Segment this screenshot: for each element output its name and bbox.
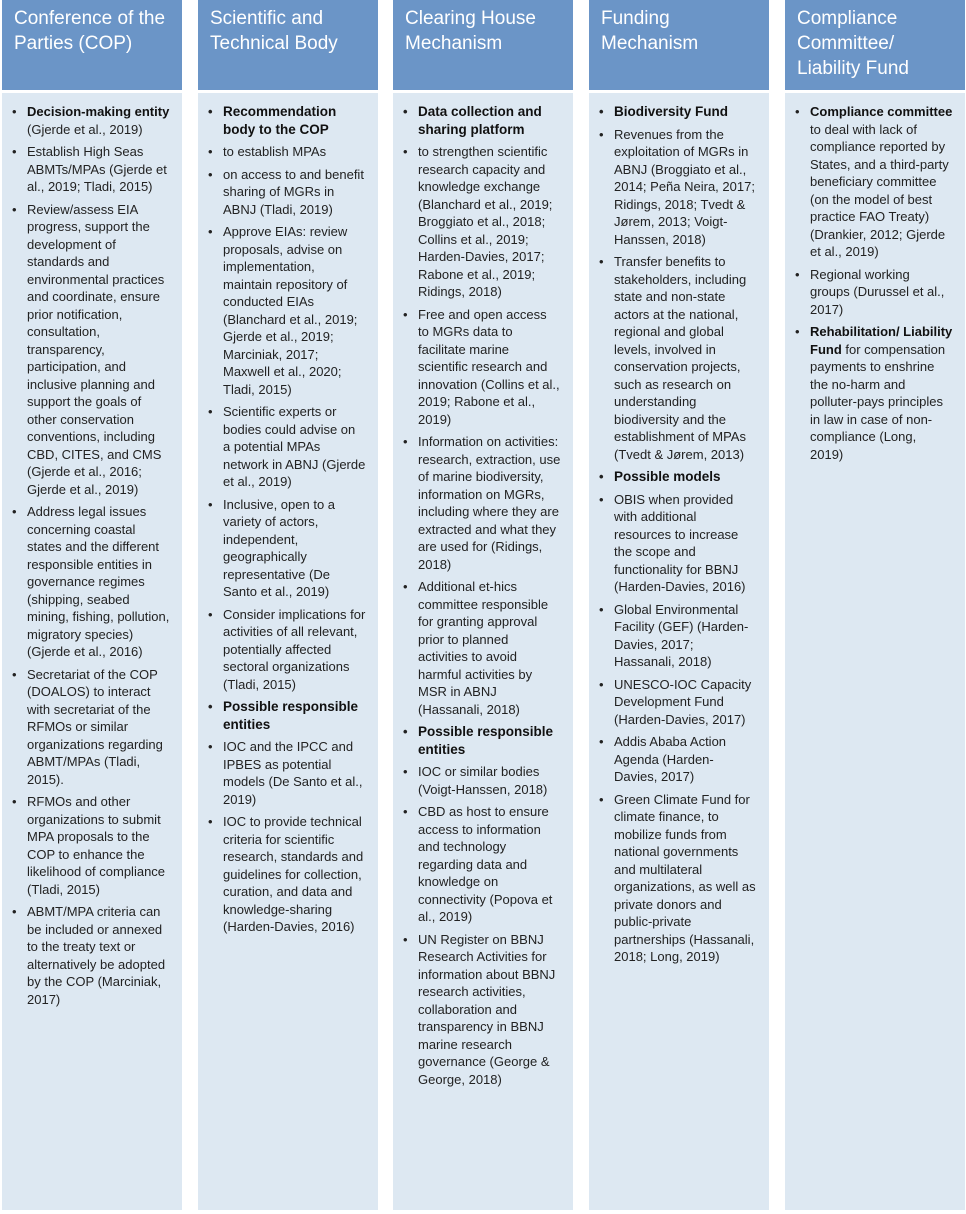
column-body xyxy=(785,93,965,1210)
list-item-body: ABMT/MPA criteria can be included or annexed to the treaty text or alternatively be adopted by the COP (Marciniak, 2017) xyxy=(27,904,166,1007)
list-item xyxy=(599,791,757,966)
column-clearing-house xyxy=(393,0,573,1210)
list-item-text xyxy=(418,724,553,757)
list-item xyxy=(208,223,366,398)
list-item-text xyxy=(810,324,952,462)
list-item-text xyxy=(614,492,746,595)
column-header: Conference of the Parties (COP) xyxy=(2,0,182,90)
list-item-body: Address legal issues concerning coastal states and the different responsible entities in governance regimes (shipping, seabed mining, fishing, pollution, migratory species) (Gjerde et al., 2016) xyxy=(27,504,170,659)
list-item-text xyxy=(27,144,167,194)
list-item-body: Addis Ababa Action Agenda (Harden-Davies, 2017) xyxy=(614,734,727,784)
list-item-heading: Data collection and sharing platform xyxy=(418,104,542,137)
column-header: Scientific and Technical Body xyxy=(198,0,378,90)
list-item xyxy=(403,723,561,758)
column-funding-mechanism xyxy=(589,0,769,1210)
column-header: Compliance Committee/ Liability Fund xyxy=(785,0,965,90)
list-item-text xyxy=(614,734,726,784)
list-item xyxy=(208,166,366,219)
list-item-text xyxy=(27,794,165,897)
list-item-text xyxy=(223,144,326,159)
list-item-heading: Rehabilitation/ Liability Fund xyxy=(810,324,953,357)
list-item-body: to establish MPAs xyxy=(223,144,327,159)
list-item-body: CBD as host to ensure access to information and technology regarding data and knowledge on connectivity (Popova et al., 2019) xyxy=(418,804,553,924)
list-item xyxy=(208,143,366,161)
list-item-body: IOC and the IPCC and IPBES as potential models (De Santo et al., 2019) xyxy=(223,739,363,807)
list-item-text xyxy=(223,607,365,692)
column-body xyxy=(2,93,182,1210)
list-item xyxy=(599,126,757,249)
list-item xyxy=(12,201,170,499)
list-item-text xyxy=(223,739,362,807)
list-item-body: Transfer benefits to stakeholders, including state and non-state actors at the national, regional and global levels, involved in conservation projects, such as research on understanding biodiversity and the establishment of MPAs (Tvedt & Jørem, 2013) xyxy=(614,254,747,462)
list-item xyxy=(12,503,170,661)
list-item xyxy=(12,793,170,898)
list-item xyxy=(599,676,757,729)
list-item-text xyxy=(223,404,365,489)
list-item-body: Additional et-hics committee responsible for granting approval prior to planned activities to avoid harmful activities by MSR in ABNJ (Hassanali, 2018) xyxy=(418,579,549,717)
list-item-text xyxy=(223,224,357,397)
list-item-text xyxy=(614,792,756,965)
list-item-body: Secretariat of the COP (DOALOS) to interact with secretariat of the RFMOs or similar organizations regarding ABMT/MPAs (Tladi, 2015). xyxy=(27,666,163,787)
list-item xyxy=(599,468,757,486)
list-item-body: Inclusive, open to a variety of actors, independent, geographically representative (De Santo et al., 2019) xyxy=(223,496,336,599)
list-item-body: UN Register on BBNJ Research Activities for information about BBNJ research activities, collaboration and transparency in BBNJ marine research governance (George & George, 2018) xyxy=(418,931,556,1087)
list-item xyxy=(12,103,170,138)
list-item-body: on access to and benefit sharing of MGRs in ABNJ (Tladi, 2019) xyxy=(223,166,364,217)
list-item-text xyxy=(614,254,746,462)
column-scientific-technical-body xyxy=(198,0,378,1210)
list-item-body: Free and open access to MGRs data to facilitate marine scientific research and innovation (Collins et al., 2019; Rabone et al., 2019) xyxy=(418,306,560,427)
list-item-heading: Possible responsible entities xyxy=(223,699,359,732)
list-item xyxy=(403,931,561,1089)
list-item-text xyxy=(223,699,358,732)
list-item-body: Establish High Seas ABMTs/MPAs (Gjerde et al., 2019; Tladi, 2015) xyxy=(27,144,167,194)
list-item xyxy=(12,903,170,1008)
list-item-body: (Gjerde et al., 2019) xyxy=(27,121,143,137)
list-item-body: OBIS when provided with additional resources to increase the scope and functionality for BBNJ (Harden-Davies, 2016) xyxy=(614,491,746,594)
list-item-body: Consider implications for activities of all relevant, potentially affected sectoral organizations (Tladi, 2015) xyxy=(223,606,366,692)
list-item xyxy=(599,491,757,596)
list-item-text xyxy=(614,602,748,670)
list-item-text xyxy=(418,804,552,924)
list-item-heading: Possible responsible entities xyxy=(418,724,554,757)
list-item-body: IOC to provide technical criteria for scientific research, standards and guidelines for collection, curation, and data and knowledge-sharing (Harden-Davies, 2016) xyxy=(223,814,364,934)
list-item xyxy=(403,306,561,429)
list-item xyxy=(208,496,366,601)
list-item-text xyxy=(614,677,751,727)
list-item-text xyxy=(223,104,336,137)
list-item-body: Scientific experts or bodies could advise on a potential MPAs network in ABNJ (Gjerde et al., 2019) xyxy=(223,404,366,489)
list-item-heading: Possible models xyxy=(614,469,721,484)
list-item xyxy=(208,698,366,733)
list-item xyxy=(599,733,757,786)
list-item-heading: Biodiversity Fund xyxy=(614,104,729,119)
list-item-body: to deal with lack of compliance reported by States, and a third-party beneficiary committee (on the model of best practice FAO Treaty) (Drankier, 2012; Gjerde et al., 2019) xyxy=(810,121,949,259)
list-item-text xyxy=(27,202,164,497)
column-header: Clearing House Mechanism xyxy=(393,0,573,90)
list-item xyxy=(208,403,366,491)
list-item-text xyxy=(418,307,560,427)
list-item-text xyxy=(418,932,555,1087)
list-item-body: RFMOs and other organizations to submit MPA proposals to the COP to enhance the likelihood of compliance (Tladi, 2015) xyxy=(27,794,166,897)
list-item xyxy=(403,433,561,573)
list-item-body: Approve EIAs: review proposals, advise on implementation, maintain repository of conducted EIAs (Blanchard et al., 2019; Gjerde et al., 2019; Marciniak, 2017; Maxwell et al., 2020; Tladi, 2015) xyxy=(223,224,358,397)
list-item-text xyxy=(418,104,542,137)
list-item-text xyxy=(223,167,364,217)
list-item-body: Information on activities: research, extraction, use of marine biodiversity, information on MGRs, including where they are extracted and what they are used for (Ridings, 2018) xyxy=(418,434,561,572)
list-item-text xyxy=(614,469,721,484)
list-item-text xyxy=(27,904,165,1007)
list-item-text xyxy=(223,497,335,600)
list-item-body: Global Environmental Facility (GEF) (Harden-Davies, 2017; Hassanali, 2018) xyxy=(614,601,749,669)
list-item-body: IOC or similar bodies (Voigt-Hanssen, 2018) xyxy=(418,764,548,797)
list-item xyxy=(795,103,953,261)
list-item-text xyxy=(27,667,163,787)
list-item-body: to strengthen scientific research capacity and knowledge exchange (Blanchard et al., 2019; Broggiato et al., 2018; Collins et al., 2019; Harden-Davies, 2017; Rabone et al., 2019; Ridings, 2018) xyxy=(418,144,553,299)
list-item xyxy=(403,578,561,718)
list-item xyxy=(12,666,170,789)
list-item-heading: Compliance committee xyxy=(810,104,953,119)
list-item xyxy=(208,813,366,936)
list-item-text xyxy=(810,104,952,259)
list-item xyxy=(795,266,953,319)
list-item-text xyxy=(418,579,548,717)
list-item-text xyxy=(418,144,552,299)
list-item-text xyxy=(418,764,547,797)
list-item-heading: Recommendation body to the COP xyxy=(223,104,337,137)
list-item-text xyxy=(614,127,755,247)
list-item-text xyxy=(810,267,944,317)
list-item xyxy=(12,143,170,196)
list-item xyxy=(795,323,953,463)
list-item xyxy=(599,601,757,671)
list-item-body: Review/assess EIA progress, support the development of standards and environmental practices and coordinate, ensure prior notification, consultation, transparency, participation, and inclusive planning and support the goals of other conservation conventions, including CBD, CITES, and CMS (Gjerde et al., 2016; Gjerde et al., 2019) xyxy=(27,201,165,497)
list-item-text xyxy=(223,814,363,934)
list-item-text xyxy=(614,104,728,119)
list-item-heading: Decision-making entity xyxy=(27,104,170,119)
list-item xyxy=(403,763,561,798)
list-item xyxy=(208,738,366,808)
column-compliance-committee xyxy=(785,0,965,1210)
list-item-body: Regional working groups (Durussel et al., 2017) xyxy=(810,266,945,317)
column-header: Funding Mechanism xyxy=(589,0,769,90)
list-item-body: UNESCO-IOC Capacity Development Fund (Harden-Davies, 2017) xyxy=(614,676,752,727)
list-item-text xyxy=(27,104,169,137)
column-body xyxy=(198,93,378,1210)
list-item xyxy=(403,103,561,138)
list-item-body: Revenues from the exploitation of MGRs in ABNJ (Broggiato et al., 2014; Peña Neira, 2017; Ridings, 2018; Tvedt & Jørem, 2013; Voigt-Hanssen, 2018) xyxy=(614,126,755,247)
list-item xyxy=(599,103,757,121)
list-item-body: for compensation payments to enshrine the no-harm and polluter-pays principles in law in case of non-compliance (Long, 2019) xyxy=(810,341,946,462)
list-item xyxy=(403,803,561,926)
column-body xyxy=(589,93,769,1210)
list-item xyxy=(208,103,366,138)
list-item xyxy=(403,143,561,301)
list-item-body: Green Climate Fund for climate finance, to mobilize funds from national governments and multilateral organizations, as well as private donors and public-private partnerships (Hassanali, 2018; Long, 2019) xyxy=(614,791,756,964)
column-body xyxy=(393,93,573,1210)
column-cop xyxy=(2,0,182,1210)
list-item xyxy=(208,606,366,694)
list-item-text xyxy=(418,434,560,572)
list-item-text xyxy=(27,504,169,659)
list-item xyxy=(599,253,757,463)
